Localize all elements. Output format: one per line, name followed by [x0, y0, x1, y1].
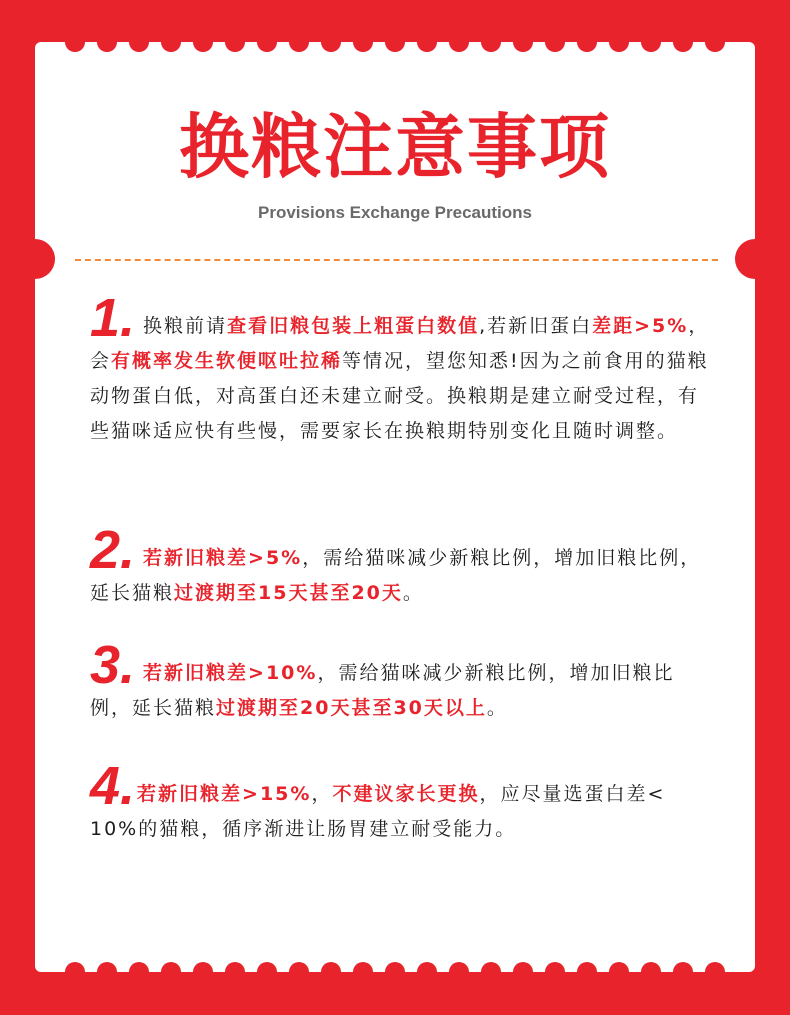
note-segment: ，会: [90, 315, 710, 372]
scallop-dot: [321, 32, 341, 52]
scallop-dot: [417, 962, 437, 982]
note-segment: ，需给猫咪减少新粮比例，增加旧粮比例，延长猫粮: [90, 547, 702, 604]
note-1: [90, 288, 715, 449]
scallop-dot: [577, 962, 597, 982]
scallop-dot: [385, 32, 405, 52]
note-segment: ,若新旧蛋白: [479, 315, 593, 337]
scallop-dot: [513, 32, 533, 52]
scallop-dot: [705, 32, 725, 52]
scallop-dot: [481, 32, 501, 52]
note-3: [90, 635, 715, 726]
note-highlight: 若新旧粮差>5%: [143, 547, 303, 569]
scallop-dot: [641, 962, 661, 982]
scallop-dot: [609, 962, 629, 982]
scallop-dot: [257, 962, 277, 982]
note-highlight: 查看旧粮包装上粗蛋白数值: [227, 315, 480, 337]
note-number: 4.: [90, 756, 136, 816]
note-highlight: 过渡期至15天甚至20天: [174, 582, 403, 604]
scallop-dot: [161, 962, 181, 982]
note-4: [90, 756, 715, 847]
note-segment: 。: [486, 697, 508, 719]
scallop-dot: [353, 32, 373, 52]
note-highlight: 不建议家长更换: [332, 783, 480, 805]
note-text: [90, 547, 701, 604]
scallop-dot: [193, 962, 213, 982]
note-highlight: 差距>5%: [592, 315, 689, 337]
scallop-dot: [225, 32, 245, 52]
scallop-dot: [641, 32, 661, 52]
note-highlight: 过渡期至20天甚至30天以上: [216, 697, 487, 719]
scallop-dot: [449, 962, 469, 982]
note-number: 3.: [90, 635, 136, 695]
scallop-dot: [65, 962, 85, 982]
note-segment: ，: [311, 783, 333, 805]
scallop-dot: [97, 962, 117, 982]
scallop-dot: [449, 32, 469, 52]
note-segment: 。: [402, 582, 424, 604]
scallop-dot: [193, 32, 213, 52]
dashed-divider: [75, 259, 718, 261]
note-segment: ，需给猫咪减少新粮比例，增加旧粮比例，延长猫粮: [90, 662, 675, 719]
note-segment: 换粮前请: [143, 315, 228, 337]
scallop-dot: [609, 32, 629, 52]
scallop-dot: [97, 32, 117, 52]
right-side-notch: [735, 239, 775, 279]
scallop-dot: [545, 962, 565, 982]
scallop-dot: [289, 962, 309, 982]
note-text: [90, 783, 665, 840]
scallop-dot: [65, 32, 85, 52]
note-text: [90, 315, 709, 442]
scallop-dot: [673, 32, 693, 52]
note-segment: ，应尽量选蛋白差< 10%的猫粮，循序渐进让肠胃建立耐受能力。: [90, 783, 666, 840]
scallop-dot: [513, 962, 533, 982]
note-text: [90, 662, 674, 719]
note-segment: 等情况，望您知悉!因为之前食用的猫粮动物蛋白低，对高蛋白还未建立耐受。换粮期是建立耐受过程，有些猫咪适应快有些慢，需要家长在换粮期特别变化且随时调整。: [90, 350, 709, 442]
scallop-dot: [225, 962, 245, 982]
scallop-dot: [129, 962, 149, 982]
scallop-dot: [321, 962, 341, 982]
scallop-dot: [161, 32, 181, 52]
page-subtitle: Provisions Exchange Precautions: [258, 203, 532, 222]
scallop-dot: [545, 32, 565, 52]
scallop-dot: [705, 962, 725, 982]
scallop-dot: [289, 32, 309, 52]
note-number: 1.: [90, 288, 136, 348]
scallop-dot: [673, 962, 693, 982]
left-side-notch: [15, 239, 55, 279]
scallop-dot: [353, 962, 373, 982]
note-highlight: 若新旧粮差>10%: [143, 662, 318, 684]
scallop-dot: [417, 32, 437, 52]
scallop-dot: [129, 32, 149, 52]
note-2: [90, 520, 715, 611]
note-number: 2.: [90, 520, 136, 580]
scallop-dot: [481, 962, 501, 982]
note-highlight: 若新旧粮差>15%: [137, 783, 312, 805]
page-title: 换粮注意事项: [179, 106, 611, 188]
scallop-dot: [385, 962, 405, 982]
scallop-dot: [257, 32, 277, 52]
scallop-dot: [577, 32, 597, 52]
note-highlight: 有概率发生软便呕吐拉稀: [111, 350, 343, 372]
